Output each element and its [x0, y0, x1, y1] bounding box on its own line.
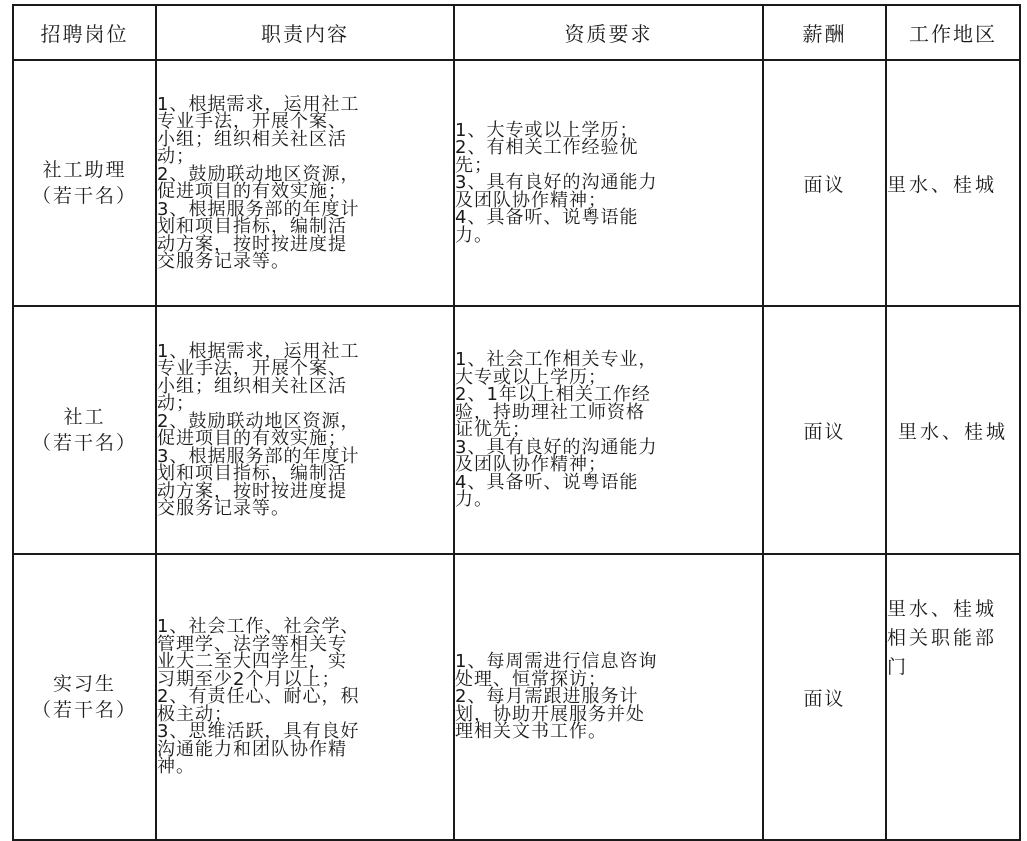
header-area: 工作地区	[886, 5, 1020, 60]
duty-line: 动方案，按时按进度提	[157, 480, 347, 502]
table-header-row	[13, 5, 1020, 60]
position-cell	[13, 554, 156, 840]
requirement-line: 先；	[455, 154, 493, 176]
position-title: 社工	[63, 406, 106, 428]
salary-cell: 面议	[763, 60, 886, 306]
requirement-line: 证优先；	[455, 419, 531, 441]
requirement-line: 力。	[455, 489, 493, 511]
area-line: 里水、桂城	[887, 173, 998, 196]
position-count: （若干名）	[31, 699, 137, 721]
requirement-line: 1、大专或以上学历；	[455, 119, 639, 141]
duties-cell	[156, 306, 454, 554]
requirement-line: 力。	[455, 224, 493, 246]
duty-line: 交服务记录等。	[157, 251, 290, 272]
position-title: 实习生	[52, 673, 116, 695]
header-position: 招聘岗位	[13, 5, 156, 60]
requirement-line: 验，持助理社工师资格	[455, 401, 645, 423]
requirement-line: 3、具有良好的沟通能力	[455, 436, 658, 458]
area-cell	[886, 306, 1020, 554]
duty-line: 划和项目指标，编制活	[157, 463, 347, 484]
duty-line: 2、有责任心、耐心，积	[157, 686, 360, 708]
requirement-line: 2、每月需跟进服务计	[455, 686, 639, 708]
duty-line: 专业手法，开展个案、	[157, 111, 347, 132]
duty-line: 3、思维活跃，具有良好	[157, 721, 360, 743]
requirement-line: 及团队协作精神；	[455, 189, 607, 211]
requirements-cell	[454, 554, 763, 840]
area-line: 里水、桂城	[897, 420, 1008, 443]
table-row	[13, 554, 1020, 840]
duty-line: 专业手法，开展个案、	[157, 358, 347, 379]
duty-line: 管理学、法学等相关专	[157, 633, 347, 655]
duties-cell	[156, 60, 454, 306]
position-count: （若干名）	[31, 432, 137, 454]
position-count: （若干名）	[31, 185, 137, 207]
duty-line: 1、根据需求，运用社工	[157, 340, 360, 362]
duty-line: 2、鼓励联动地区资源，	[157, 163, 360, 185]
area-line: 里水、桂城	[887, 598, 998, 620]
salary-cell: 面议	[763, 306, 886, 554]
requirement-line: 2、有相关工作经验优	[455, 137, 639, 159]
duty-line: 业大二至大四学生，实	[157, 651, 347, 673]
requirement-line: 4、具备听、说粤语能	[455, 471, 639, 493]
header-salary: 薪酬	[763, 5, 886, 60]
duty-line: 1、社会工作、社会学、	[157, 616, 360, 638]
position-title: 社工助理	[42, 159, 127, 181]
duty-line: 沟通能力和团队协作精	[157, 738, 347, 760]
requirement-line: 划，协助开展服务并处	[455, 703, 645, 725]
area-cell	[886, 554, 1020, 840]
header-requirements: 资质要求	[454, 5, 763, 60]
recruitment-table	[12, 4, 1021, 841]
duty-line: 促进项目的有效实施；	[157, 181, 347, 202]
duty-line: 动；	[157, 393, 195, 414]
duty-line: 小组；组织相关社区活	[157, 128, 347, 150]
requirement-line: 3、具有良好的沟通能力	[455, 172, 658, 194]
duty-line: 小组；组织相关社区活	[157, 375, 347, 397]
duty-line: 3、根据服务部的年度计	[157, 198, 360, 220]
requirement-line: 及团队协作精神；	[455, 454, 607, 476]
requirement-line: 1、社会工作相关专业，	[455, 349, 658, 371]
header-duties: 职责内容	[156, 5, 454, 60]
duty-line: 动；	[157, 146, 195, 167]
duty-line: 动方案，按时按进度提	[157, 233, 347, 255]
requirement-line: 理相关文书工作。	[455, 721, 607, 743]
duty-line: 1、根据需求，运用社工	[157, 93, 360, 115]
requirement-line: 处理、恒常探访；	[455, 668, 607, 690]
duty-line: 2、鼓励联动地区资源，	[157, 410, 360, 432]
requirement-line: 4、具备听、说粤语能	[455, 207, 639, 229]
area-cell	[886, 60, 1020, 306]
requirement-line: 1、每周需进行信息咨询	[455, 651, 658, 673]
position-cell	[13, 60, 156, 306]
duty-line: 促进项目的有效实施；	[157, 428, 347, 449]
duty-line: 交服务记录等。	[157, 498, 290, 519]
duty-line: 划和项目指标，编制活	[157, 216, 347, 237]
requirement-line: 2、1年以上相关工作经	[455, 384, 651, 406]
duty-line: 习期至少2个月以上；	[157, 668, 341, 690]
table-row	[13, 60, 1020, 306]
requirement-line: 大专或以上学历；	[455, 366, 607, 388]
duty-line: 神。	[157, 756, 195, 778]
requirements-cell	[454, 306, 763, 554]
duty-line: 3、根据服务部的年度计	[157, 445, 360, 467]
table-row	[13, 306, 1020, 554]
duty-line: 极主动；	[157, 703, 233, 725]
position-cell	[13, 306, 156, 554]
duties-cell	[156, 554, 454, 840]
area-line: 门	[887, 656, 910, 678]
salary-cell: 面议	[763, 554, 886, 840]
requirements-cell	[454, 60, 763, 306]
area-line: 相关职能部	[887, 627, 998, 649]
